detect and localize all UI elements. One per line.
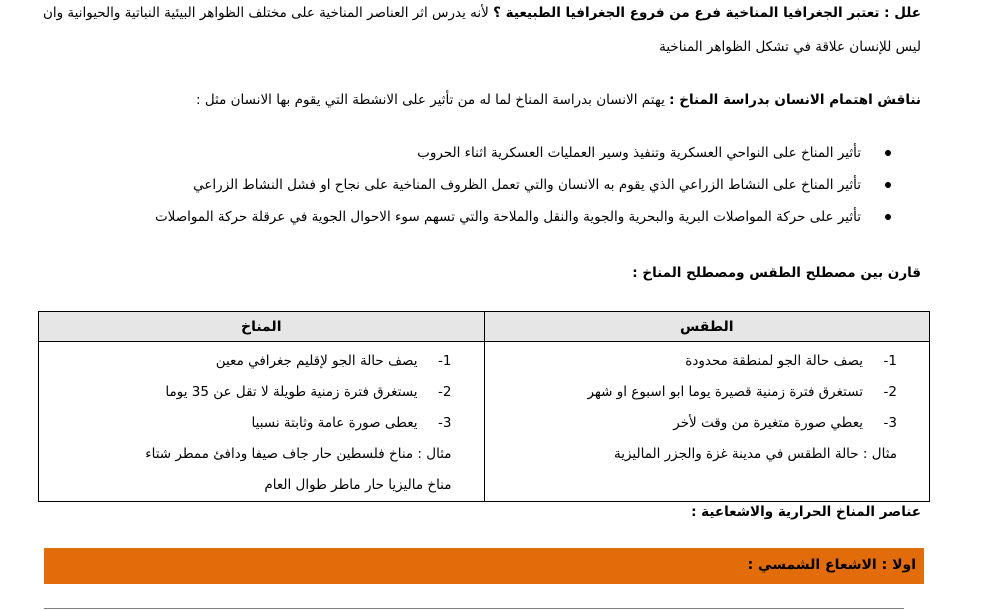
bullet-item: تأثير على حركة المواصلات البرية والبحرية والجوية والنقل والملاحة والتي تسهم سوء الاحوال الجوية في عرقلة حركة المواصلات <box>111 207 891 239</box>
cut-off-text-line <box>44 602 904 610</box>
q1-answer-line1: لأنه يدرس اثر العناصر المناخية على مختلف الظواهر البيئية النباتية والحيوانية وان <box>42 5 494 21</box>
section-heading: عناصر المناخ الحرارية والاشعاعية : <box>691 504 921 520</box>
weather-header: الطقس <box>484 312 930 342</box>
climate-cell <box>39 342 485 502</box>
climate-header: المناخ <box>39 312 485 342</box>
q2-bullet-list <box>111 143 891 239</box>
q3-label: قارن بين مصطلح الطقس ومصطلح المناخ : <box>632 265 921 281</box>
q1-label: علل : تعتبر الجغرافيا المناخية فرع من فروع الجغرافيا الطبيعية ؟ <box>493 5 921 21</box>
list-item: 3-يعطى صورة عامة وثابتة نسبيا <box>251 415 452 431</box>
bullet-dot-icon <box>885 214 891 220</box>
weather-climate-table <box>38 311 930 502</box>
table-header-row <box>39 312 930 342</box>
q1-line1 <box>43 3 921 23</box>
bullet-item: تأثير المناخ على النشاط الزراعي الذي يقوم به الانسان والتي تعمل الظروف المناخية على نجاح او فشل النشاط الزراعي <box>111 175 891 207</box>
list-item: 1-يصف حالة الجو لإقليم جغرافي معين <box>215 353 452 369</box>
weather-example: مثال : حالة الطقس في مدينة غزة والجزر الماليزية <box>613 446 897 462</box>
q2-label: نناقش اهتمام الانسان بدراسة المناخ : <box>669 92 921 108</box>
bullet-dot-icon <box>885 150 891 156</box>
climate-example: مثال : مناخ فلسطين حار جاف صيفا ودافئ ممطر شتاء <box>145 446 452 462</box>
section-banner-label: اولا : الاشعاع الشمسي : <box>747 557 916 573</box>
q1-answer-line2: ليس للإنسان علاقة في تشكل الظواهر المناخية <box>659 39 921 55</box>
bullet-item: تأثير المناخ على النواحي العسكرية وتنفيذ وسير العمليات العسكرية اثناء الحروب <box>111 143 891 175</box>
q2-line <box>196 90 921 110</box>
q2-answer: يهتم الانسان بدراسة المناخ لما له من تأثير على الانشطة التي يقوم بها الانسان مثل : <box>195 92 670 108</box>
list-item: 1-يصف حالة الجو لمنطقة محدودة <box>685 353 897 369</box>
list-item: 2-يستغرق فترة زمنية طويلة لا تقل عن 35 يوما <box>165 384 452 400</box>
climate-example-2: مناخ ماليزيا حار ماطر طوال العام <box>264 477 452 493</box>
table-row <box>39 342 930 502</box>
list-item: 3-يعطي صورة متغيرة من وقت لأخر <box>673 415 897 431</box>
bullet-dot-icon <box>885 182 891 188</box>
section-banner <box>44 548 924 584</box>
weather-cell <box>484 342 930 502</box>
list-item: 2-تستغرق فترة زمنية قصيرة يوما ابو اسبوع او شهر <box>587 384 897 400</box>
